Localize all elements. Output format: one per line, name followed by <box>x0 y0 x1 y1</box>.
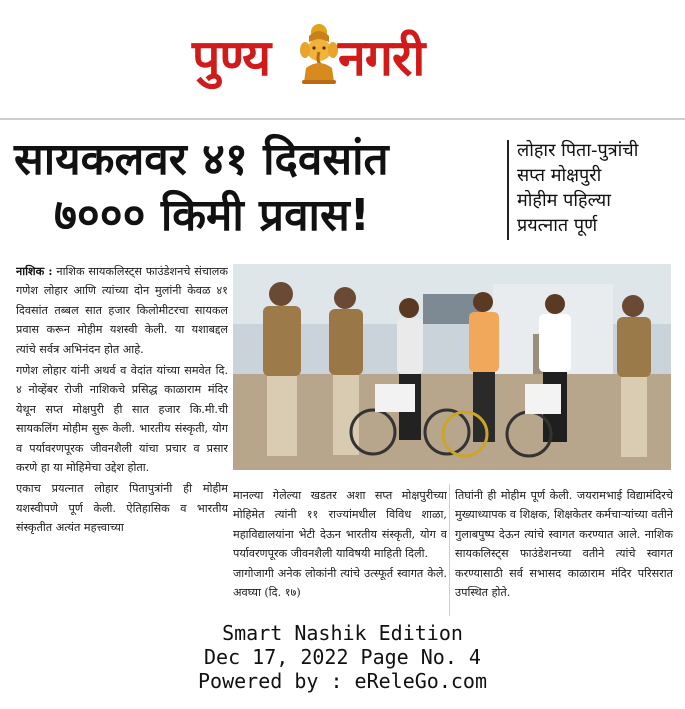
masthead-divider <box>0 118 685 120</box>
article-column-right <box>455 486 673 618</box>
dateline: नाशिक : <box>16 264 53 278</box>
edition-name: Smart Nashik Edition <box>222 621 463 645</box>
article-paragraph: मानल्या गेलेल्या खडतर अशा सप्त मोक्षपुरीच्या मोहिमेत त्यांनी ११ राज्यांमधील विविध शाळा, महाविद्यालयांना भेटी देऊन भारतीय संस्कृती, योग व पर्यावरणपूरक जीवनशैली याविषयी माहिती दिली. <box>233 489 447 561</box>
masthead <box>0 0 685 118</box>
column-divider <box>449 484 450 616</box>
article-paragraph: गणेश लोहार यांनी अथर्व व वेदांत यांच्या समवेत दि. ४ नोव्हेंबर रोजी नाशिकचे प्रसिद्ध काळाराम मंदिर येथून सप्त मोक्षपुरी ही सात हजार कि.मी.ची सायकलिंग मोहीम सुरू केली. भारतीय संस्कृती, योग व पर्यावरणपूरक जीवनशैली यांचा प्रचार व प्रसार करणे हा या मोहिमेचा उद्देश होता. <box>16 364 228 475</box>
deck-line: सप्त मोक्षपुरी <box>517 165 602 186</box>
article-column-left <box>16 262 228 617</box>
ganesha-logo-icon <box>296 22 342 84</box>
masthead-title-part1: पुण्य <box>192 29 271 87</box>
edition-footer <box>0 617 685 709</box>
article-column-middle <box>233 486 447 618</box>
deck-line: मोहीम पहिल्या <box>517 190 611 211</box>
article-paragraph <box>16 262 228 359</box>
headline-line-2: ७००० किमी प्रवास! <box>54 190 370 241</box>
headline <box>14 132 500 252</box>
article-paragraph: एकाच प्रयत्नात लोहार पितापुत्रांनी ही मोहीम यशस्वीपणे पूर्ण केली. ऐतिहासिक व भारतीय संस्कृतीत अत्यंत महत्त्वाच्या <box>16 482 228 535</box>
article-paragraph: तिघांनी ही मोहीम पूर्ण केली. जयरामभाई विद्यामंदिरचे मुख्याध्यापक व शिक्षक, शिक्षकेतर कर्मचाऱ्यांच्या वतीने गुलाबपुष्प देऊन त्यांचे स्वागत करण्यात आले. नाशिक सायकलिस्ट्स फाउंडेशनच्या वतीने त्यांचे स्वागत करण्यासाठी सर्व सभासद काळाराम मंदिर परिसरात उपस्थित होते. <box>455 489 673 600</box>
masthead-title-part2: नगरी <box>338 29 425 87</box>
paragraph-text: नाशिक सायकलिस्ट्स फाउंडेशनचे संचालक गणेश लोहार आणि त्यांच्या दोन मुलांनी केवळ ४१ दिवसांत तब्बल सात हजार किलोमीटरचा सायकल प्रवास करून मोहीम यशस्वी केली. या यशाबद्दल त्यांचे सर्वत्र अभिनंदन होत आहे. <box>16 265 228 356</box>
person-police-right <box>617 295 651 457</box>
side-deck <box>517 138 677 238</box>
edition-date-page: Dec 17, 2022 Page No. 4 <box>204 645 481 669</box>
powered-by: Powered by : eReleGo.com <box>198 669 487 693</box>
person-police-second <box>329 287 363 455</box>
news-photo <box>233 264 671 470</box>
headline-divider <box>507 140 509 240</box>
person-police-left <box>263 282 301 456</box>
headline-line-1: सायकलवर ४१ दिवसांत <box>14 134 389 185</box>
deck-line: लोहार पिता-पुत्रांची <box>517 140 639 161</box>
article-paragraph: जागोजागी अनेक लोकांनी त्यांचे उत्स्फूर्त स्वागत केले. अवघ्या (दि. १७) <box>233 566 447 600</box>
deck-line: प्रयत्नात पूर्ण <box>517 215 598 236</box>
